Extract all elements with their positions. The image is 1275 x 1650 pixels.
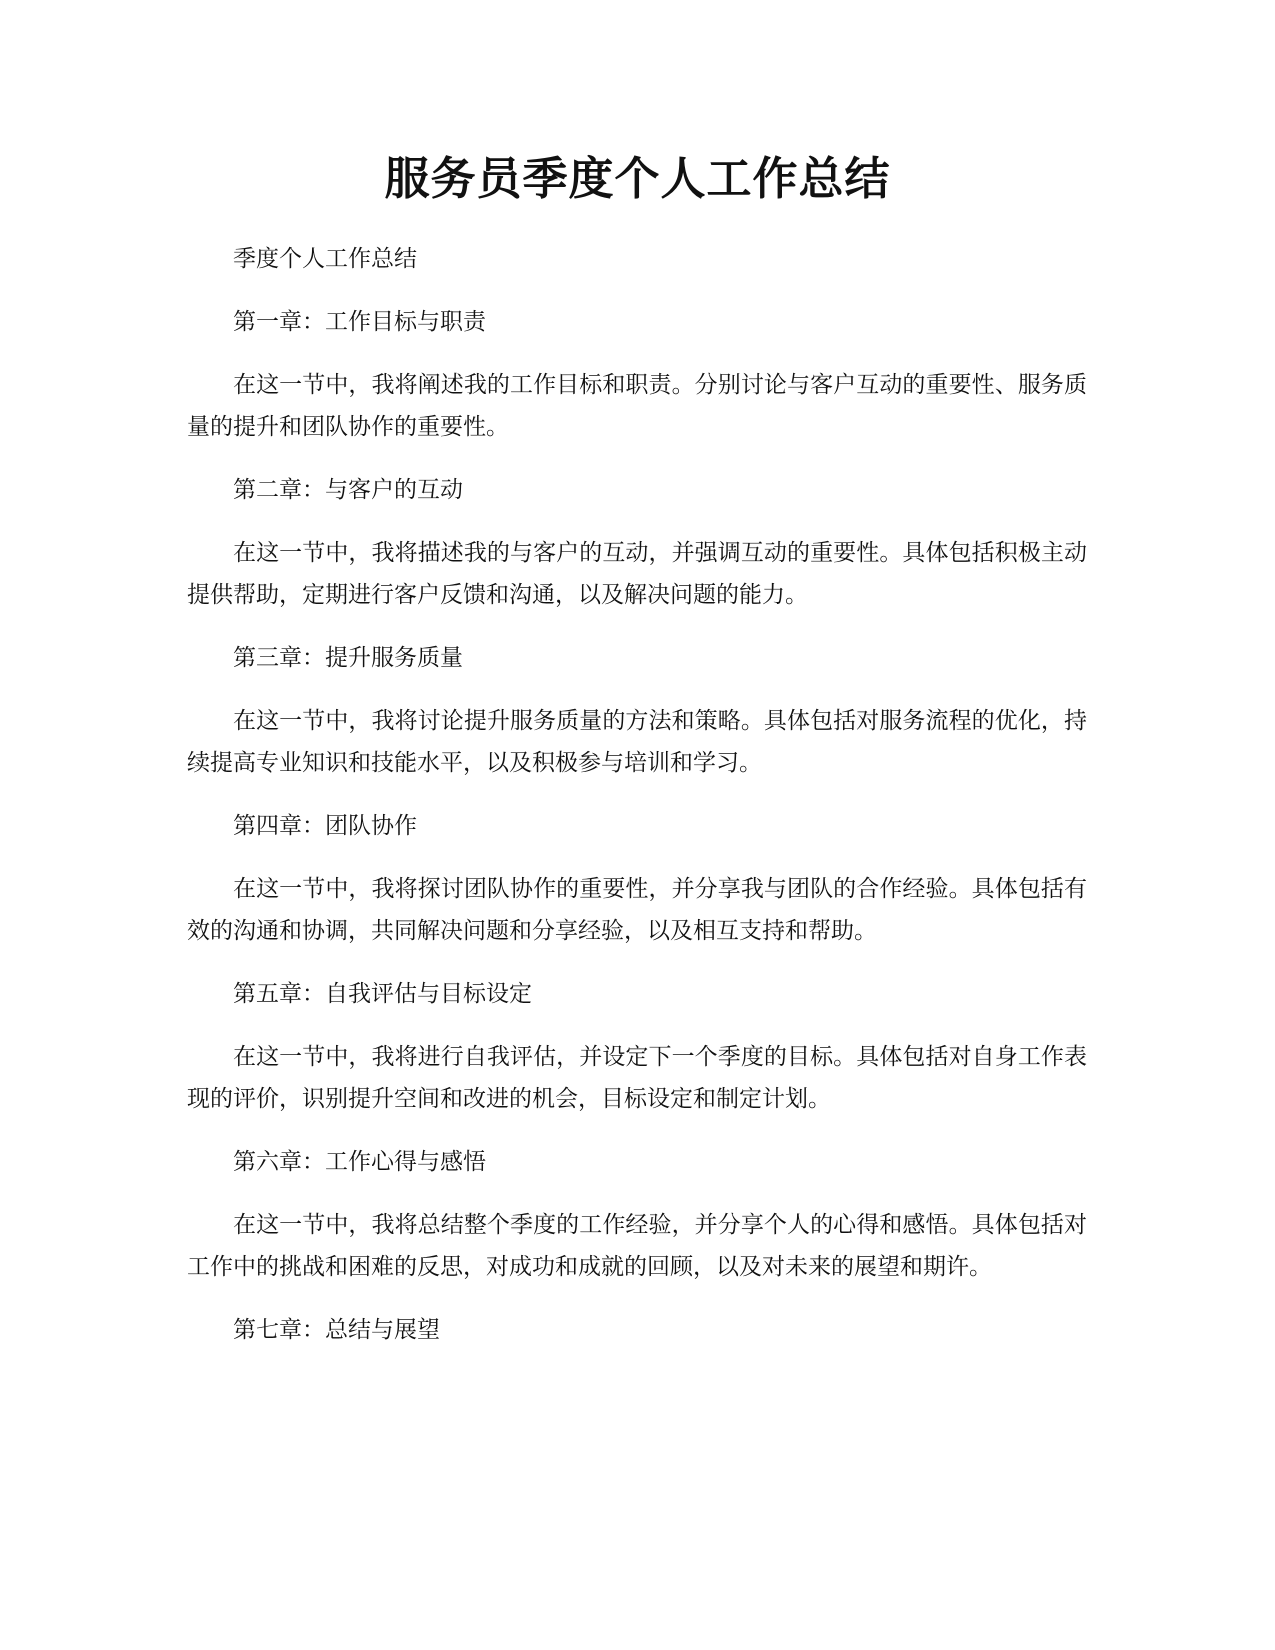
chapter-4-heading: 第四章：团队协作: [233, 813, 417, 839]
chapter-5-body: 在这一节中，我将进行自我评估，并设定下一个季度的目标。具体包括对自身工作表现的评价，识别提升空间和改进的机会，目标设定和制定计划。: [187, 1044, 1087, 1112]
document-body: [187, 238, 1087, 1372]
chapter-3-body: 在这一节中，我将讨论提升服务质量的方法和策略。具体包括对服务流程的优化，持续提高专业知识和技能水平，以及积极参与培训和学习。: [187, 708, 1087, 776]
chapter-1-body: 在这一节中，我将阐述我的工作目标和职责。分别讨论与客户互动的重要性、服务质量的提升和团队协作的重要性。: [187, 372, 1087, 440]
document-subtitle: 季度个人工作总结: [233, 246, 417, 272]
chapter-2-body: 在这一节中，我将描述我的与客户的互动，并强调互动的重要性。具体包括积极主动提供帮助，定期进行客户反馈和沟通，以及解决问题的能力。: [187, 540, 1087, 608]
chapter-2-heading: 第二章：与客户的互动: [233, 477, 463, 503]
chapter-3-heading: 第三章：提升服务质量: [233, 645, 463, 671]
chapter-7-heading: 第七章：总结与展望: [233, 1317, 440, 1343]
chapter-5-heading: 第五章：自我评估与目标设定: [233, 981, 532, 1007]
chapter-6-heading: 第六章：工作心得与感悟: [233, 1149, 486, 1175]
chapter-4-body: 在这一节中，我将探讨团队协作的重要性，并分享我与团队的合作经验。具体包括有效的沟通和协调，共同解决问题和分享经验，以及相互支持和帮助。: [187, 876, 1087, 944]
chapter-1-heading: 第一章：工作目标与职责: [233, 309, 486, 335]
chapter-6-body: 在这一节中，我将总结整个季度的工作经验，并分享个人的心得和感悟。具体包括对工作中的挑战和困难的反思，对成功和成就的回顾，以及对未来的展望和期许。: [187, 1212, 1087, 1280]
document-title: 服务员季度个人工作总结: [384, 152, 891, 205]
